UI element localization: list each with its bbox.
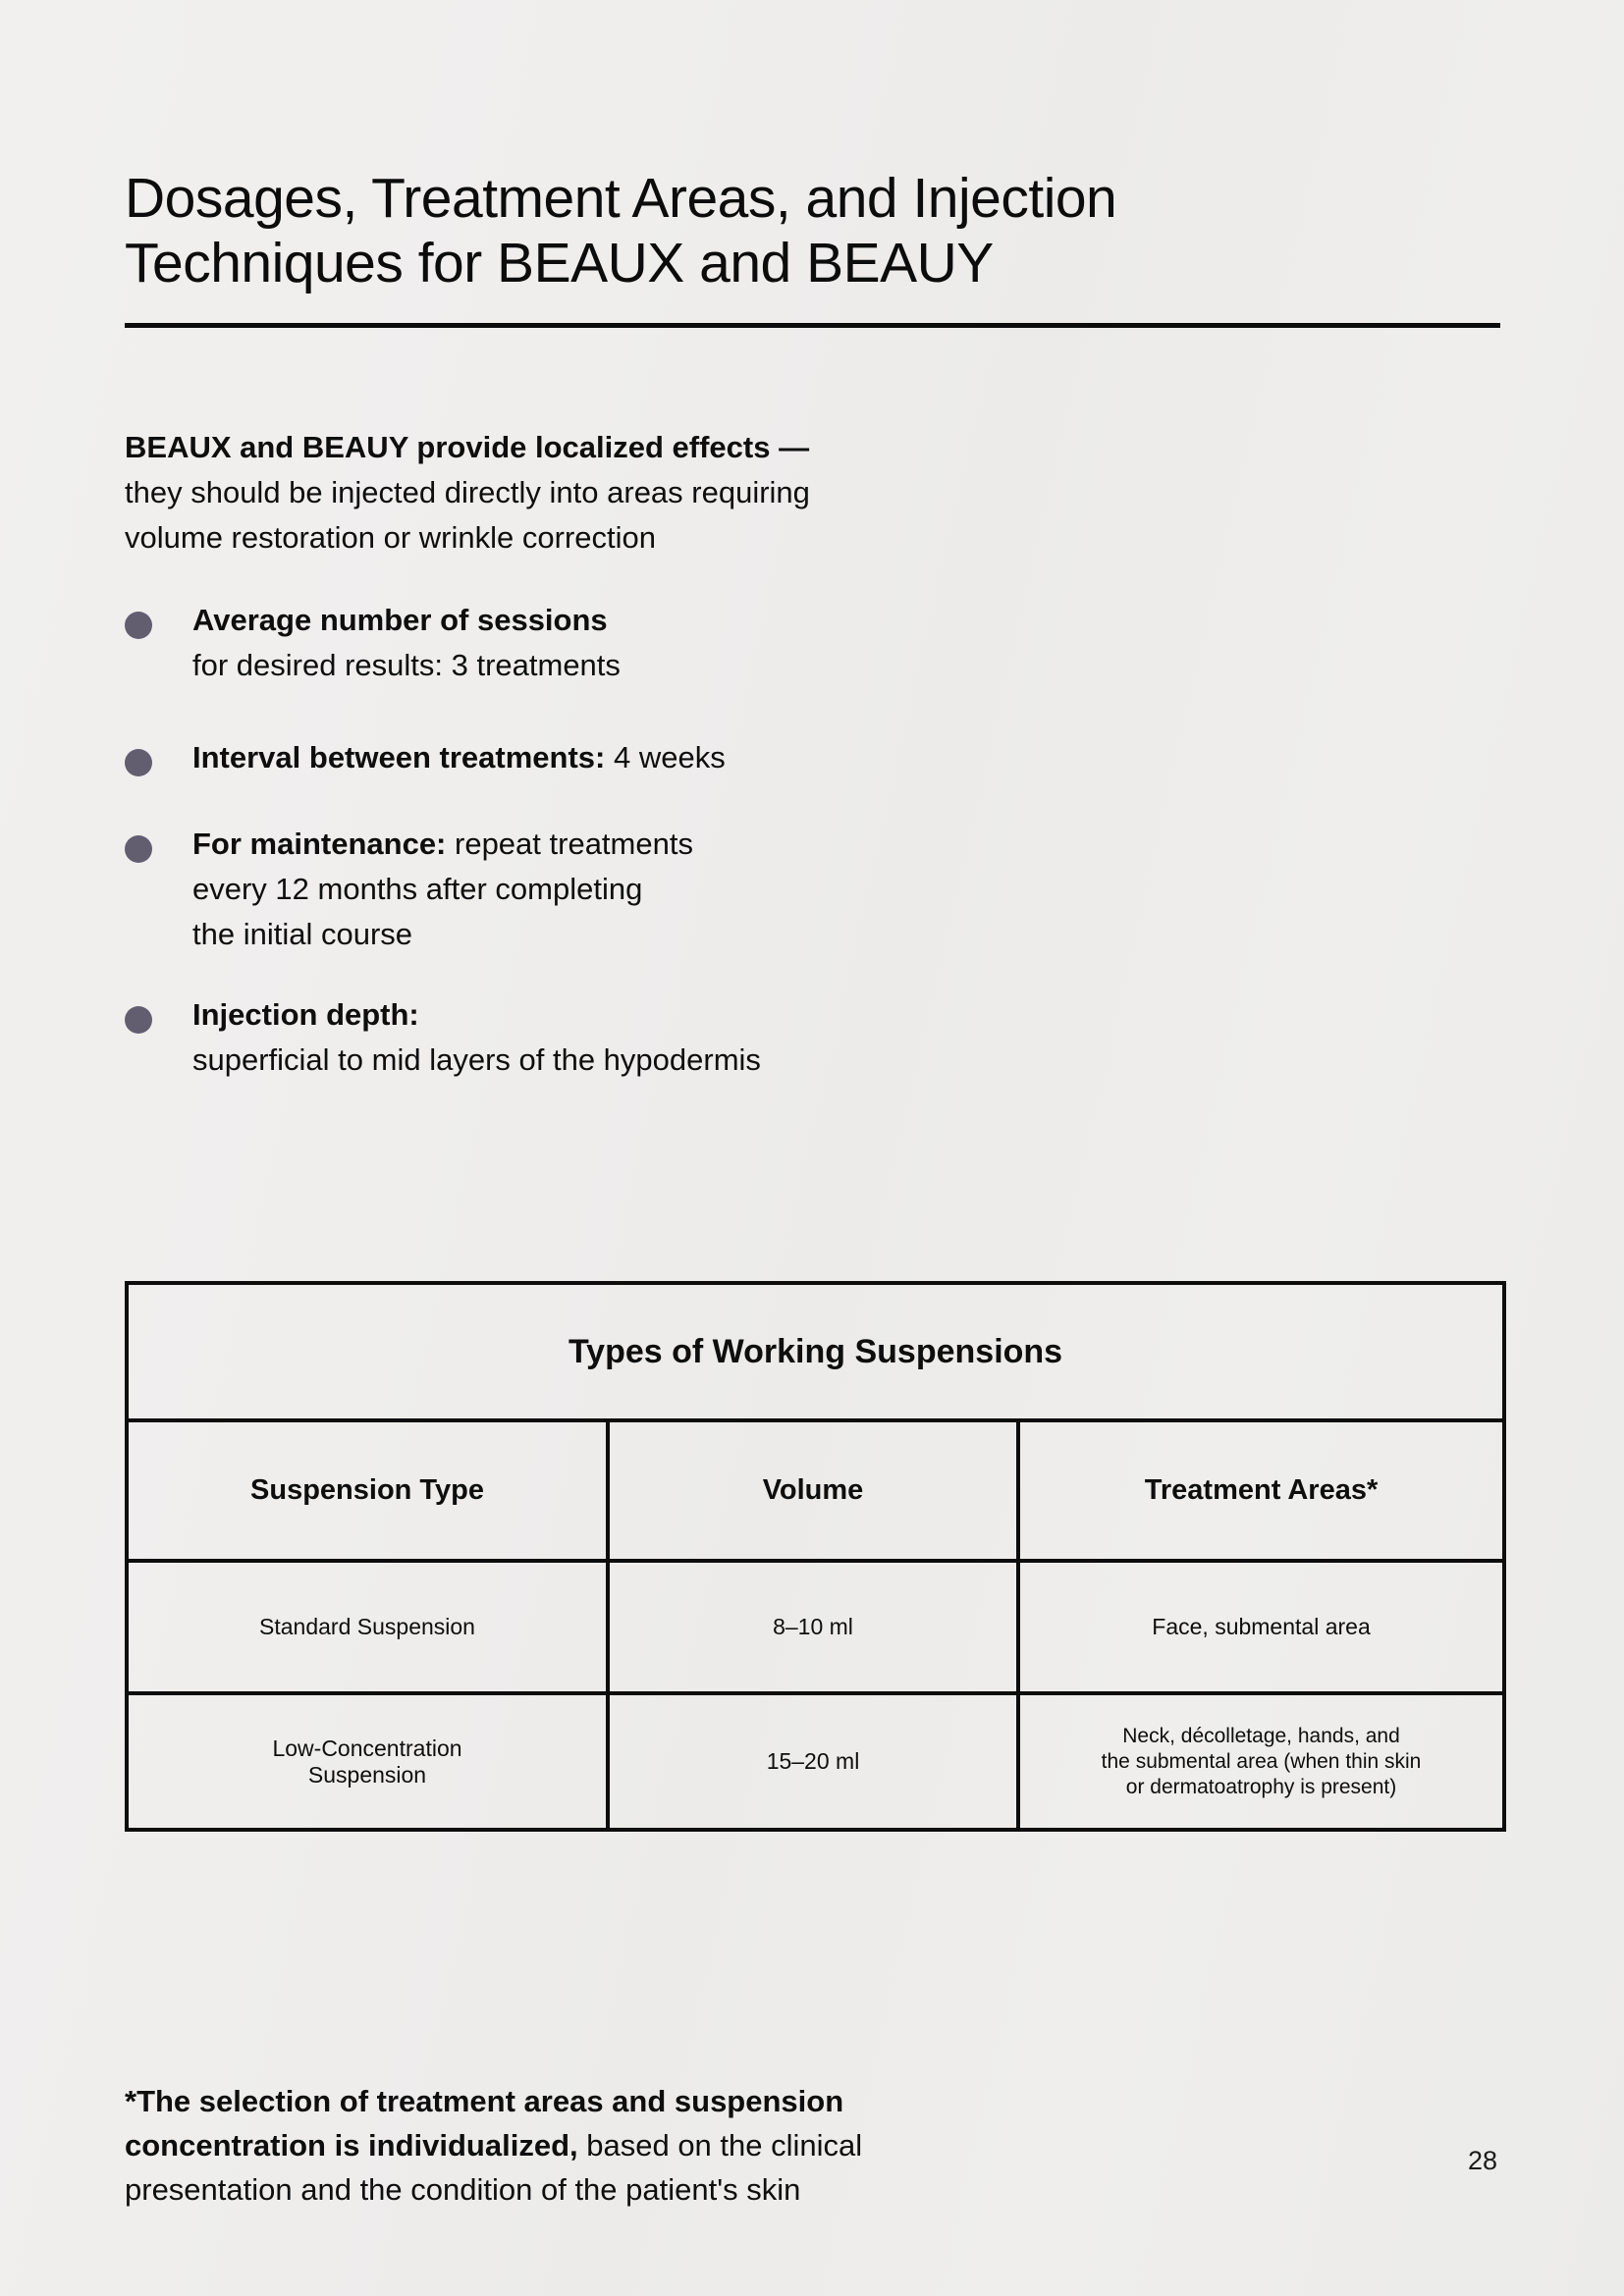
footnote-line-3: presentation and the condition of the patient's skin: [125, 2172, 801, 2207]
column-header-volume: Volume: [608, 1420, 1018, 1561]
table-row-standard-suspension: [127, 1561, 1504, 1693]
bullet-icon: [125, 835, 152, 863]
bullet-item-sessions: [125, 598, 1205, 688]
footnote-bold-line-2: concentration is individualized,: [125, 2128, 578, 2163]
footnote-bold-line-1: *The selection of treatment areas and suspension: [125, 2084, 844, 2118]
bullet-icon: [125, 1006, 152, 1034]
bullet-icon: [125, 612, 152, 639]
bullet-lead: Interval between treatments:: [192, 740, 614, 774]
bullet-icon: [125, 749, 152, 776]
intro-text-line-3: volume restoration or wrinkle correction: [125, 520, 656, 555]
cell-line: Low-Concentration: [272, 1735, 462, 1761]
cell-line: or dermatoatrophy is present): [1125, 1775, 1397, 1798]
bullet-text: repeat treatments: [455, 827, 693, 861]
cell-line: Neck, décolletage, hands, and: [1122, 1724, 1400, 1747]
table-cell-suspension-type: [127, 1561, 608, 1693]
column-header-treatment-areas: Treatment Areas*: [1018, 1420, 1504, 1561]
intro-paragraph: [125, 425, 1205, 561]
cell-line: the submental area (when thin skin: [1101, 1749, 1422, 1773]
page-title: [125, 166, 1502, 295]
cell-line: Suspension: [307, 1761, 427, 1788]
page-title-line-2: Techniques for BEAUX and BEAUY: [125, 232, 994, 295]
table-cell-suspension-type: [127, 1693, 608, 1830]
footnote-line-2: [125, 2123, 1254, 2167]
horizontal-divider: [125, 323, 1500, 328]
table-title: Types of Working Suspensions: [568, 1332, 1063, 1370]
bullet-item-injection-depth: [125, 992, 1205, 1083]
bullet-lead: Injection depth:: [192, 997, 419, 1032]
cell-line: 8–10 ml: [773, 1614, 853, 1639]
table-title-row: [127, 1283, 1504, 1420]
bullet-text: 4 weeks: [613, 740, 726, 774]
bullet-text: for desired results: 3 treatments: [192, 648, 621, 682]
table-header-row: [127, 1420, 1504, 1561]
table-cell-treatment-areas: [1018, 1561, 1504, 1693]
cell-line: 15–20 ml: [766, 1748, 860, 1774]
table-cell-volume: [608, 1693, 1018, 1830]
cell-line: Standard Suspension: [259, 1614, 475, 1639]
bullet-item-interval: [125, 735, 1205, 780]
footnote: [125, 2079, 1254, 2212]
page-title-line-1: Dosages, Treatment Areas, and Injection: [125, 167, 1117, 231]
cell-line: Face, submental area: [1152, 1614, 1371, 1639]
bullet-text: superficial to mid layers of the hypodermis: [192, 1042, 761, 1077]
bullet-text-line-3: the initial course: [192, 917, 413, 951]
bullet-text-line-2: every 12 months after completing: [192, 872, 643, 906]
table-cell-treatment-areas: [1018, 1693, 1504, 1830]
column-header-suspension-type: Suspension Type: [127, 1420, 608, 1561]
page-number: 28: [1468, 2146, 1498, 2175]
footnote-regular-line-2: based on the clinical: [577, 2128, 863, 2163]
bullet-lead: For maintenance:: [192, 827, 455, 861]
bullet-lead: Average number of sessions: [192, 603, 608, 637]
suspensions-table: [125, 1281, 1506, 1832]
table-title-cell: [127, 1283, 1504, 1420]
table-cell-volume: [608, 1561, 1018, 1693]
intro-bold-text: BEAUX and BEAUY provide localized effects —: [125, 430, 810, 464]
bullet-item-maintenance: [125, 822, 1205, 957]
table-row-low-concentration-suspension: [127, 1693, 1504, 1830]
intro-text-line-2: they should be injected directly into areas requiring: [125, 475, 810, 509]
